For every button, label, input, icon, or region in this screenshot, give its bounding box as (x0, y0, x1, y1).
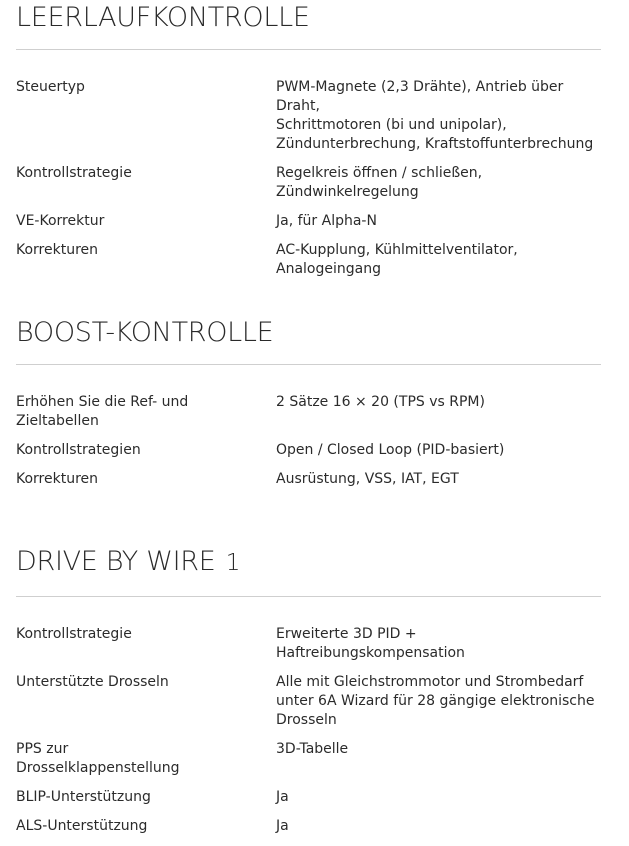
section-title-text: BOOST-KONTROLLE (16, 317, 274, 348)
section-drive-by-wire (16, 546, 601, 846)
spec-row (16, 212, 601, 231)
section-title (16, 546, 601, 579)
spec-value (276, 241, 601, 279)
spec-value-line: AC-Kupplung, Kühlmittelventilator, (276, 242, 518, 258)
spec-value (276, 470, 601, 489)
spec-row (16, 441, 601, 460)
spec-value-line: Schrittmotoren (bi und unipolar), (276, 117, 507, 133)
footnote-marker: 1 (225, 550, 241, 576)
spec-value (276, 78, 601, 154)
spec-value-line: Erweiterte 3D PID + Haftreibungskompensation (276, 626, 465, 661)
spec-label (16, 740, 276, 778)
spec-label-line: Drosselklappenstellung (16, 760, 180, 776)
spec-label: VE-Korrektur (16, 213, 105, 229)
spec-label-line: Zieltabellen (16, 413, 99, 429)
spec-value (276, 817, 601, 836)
section-title (16, 317, 601, 349)
spec-value-line: unter 6A Wizard für 28 gängige elektronische (276, 693, 595, 709)
spec-label-line: Erhöhen Sie die Ref- und (16, 394, 189, 410)
spec-value (276, 673, 601, 730)
spec-label: Korrekturen (16, 242, 99, 258)
spec-value-line: Ausrüstung, VSS, IAT, EGT (276, 471, 459, 487)
spec-row (16, 625, 601, 663)
spec-value-line: Zündwinkelregelung (276, 184, 419, 200)
section-title (16, 2, 601, 34)
spec-value (276, 788, 601, 807)
spec-value (276, 740, 601, 778)
spec-label: BLIP-Unterstützung (16, 789, 151, 805)
spec-label-line: PPS zur (16, 741, 69, 757)
spec-value (276, 164, 601, 202)
spec-value-line: Ja (276, 818, 289, 834)
section-boost-kontrolle (16, 317, 601, 499)
spec-label (16, 393, 276, 431)
spec-row (16, 788, 601, 807)
spec-row (16, 78, 601, 154)
spec-row (16, 393, 601, 431)
section-leerlaufkontrolle (16, 2, 601, 289)
spec-value (276, 393, 601, 431)
spec-label: Kontrollstrategie (16, 165, 132, 181)
spec-value-line: Open / Closed Loop (PID-basiert) (276, 442, 505, 458)
spec-value-line: Drosseln (276, 712, 337, 728)
spec-row (16, 470, 601, 489)
spec-row (16, 164, 601, 202)
spec-value (276, 212, 601, 231)
spec-row (16, 673, 601, 730)
spec-label: Steuertyp (16, 79, 85, 95)
spec-label: Kontrollstrategie (16, 626, 132, 642)
spec-value-line: Regelkreis öffnen / schließen, (276, 165, 483, 181)
spec-label: ALS-Unterstützung (16, 818, 148, 834)
spec-label: Korrekturen (16, 471, 99, 487)
spec-value-line: 3D-Tabelle (276, 741, 349, 757)
section-title-text: DRIVE BY WIRE (16, 546, 216, 577)
spec-value (276, 441, 601, 460)
spec-value-line: Alle mit Gleichstrommotor und Strombedarf (276, 674, 584, 690)
spec-value (276, 625, 601, 663)
section-title-text: LEERLAUFKONTROLLE (16, 2, 310, 33)
spec-value-line: Analogeingang (276, 261, 381, 277)
spec-value-line: Ja (276, 789, 289, 805)
spec-value-line: Ja, für Alpha-N (276, 213, 377, 229)
spec-row (16, 241, 601, 279)
spec-label: Unterstützte Drosseln (16, 674, 169, 690)
spec-row (16, 817, 601, 836)
spec-value-line: PWM-Magnete (2,3 Drähte), Antrieb über Draht, (276, 79, 564, 114)
spec-row (16, 740, 601, 778)
spec-value-line: 2 Sätze 16 × 20 (TPS vs RPM) (276, 394, 485, 410)
spec-label: Kontrollstrategien (16, 442, 141, 458)
spec-value-line: Zündunterbrechung, Kraftstoffunterbrechung (276, 136, 594, 152)
